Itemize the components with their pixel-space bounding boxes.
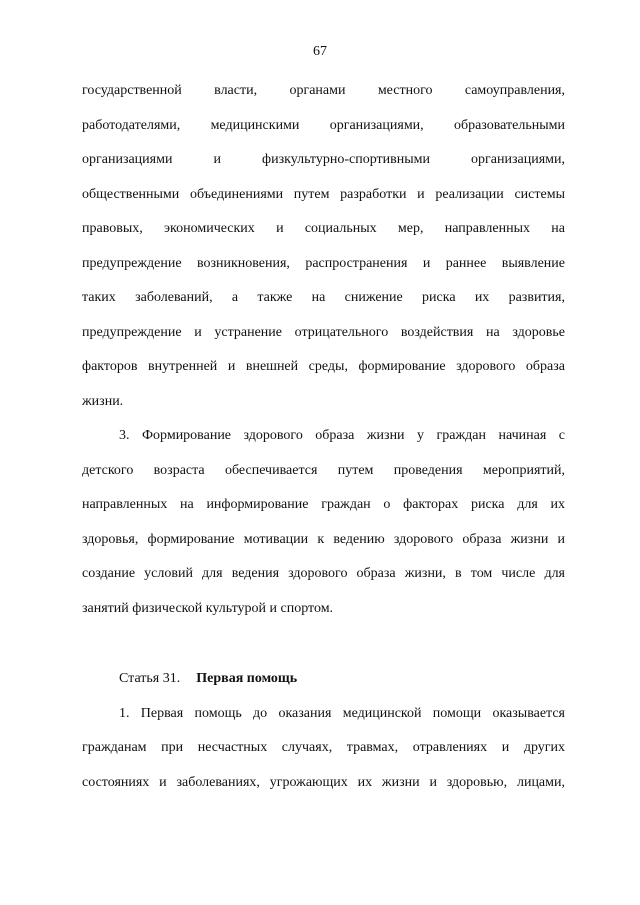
text-line: жизни.	[82, 394, 124, 409]
text-line: состояниях и заболеваниях, угрожающих их жизни и здоровью, лицами,	[82, 775, 565, 790]
text-line: занятий физической культурой и спортом.	[82, 601, 334, 616]
text-line: создание условий для ведения здорового образа жизни, в том числе для	[82, 566, 565, 581]
page-number: 67	[313, 44, 327, 59]
text-line: государственной власти, органами местного самоуправления,	[82, 83, 565, 98]
text-line: направленных на информирование граждан о факторах риска для их	[82, 497, 565, 512]
article-heading	[119, 671, 297, 687]
text-line: организациями и физкультурно-спортивными организациями,	[82, 152, 565, 167]
text-line: работодателями, медицинскими организациями, образовательными	[82, 118, 565, 133]
text-line: детского возраста обеспечивается путем проведения мероприятий,	[82, 463, 565, 478]
text-line: таких заболеваний, а также на снижение риска их развития,	[82, 290, 565, 305]
article-paragraph-1-first-line: 1. Первая помощь до оказания медицинской помощи оказывается	[119, 706, 565, 721]
text-line: правовых, экономических и социальных мер, направленных на	[82, 221, 565, 236]
text-line: факторов внутренней и внешней среды, формирование здорового образа	[82, 359, 565, 374]
text-line: предупреждение возникновения, распространения и раннее выявление	[82, 256, 565, 271]
article-label: Статья 31.	[119, 671, 181, 686]
text-line: предупреждение и устранение отрицательного воздействия на здоровье	[82, 325, 565, 340]
article-title: Первая помощь	[196, 671, 298, 686]
paragraph-3-first-line: 3. Формирование здорового образа жизни у граждан начиная с	[119, 428, 565, 443]
text-line: здоровья, формирование мотивации к ведению здорового образа жизни и	[82, 532, 565, 547]
text-line: общественными объединениями путем разработки и реализации системы	[82, 187, 565, 202]
text-line: гражданам при несчастных случаях, травмах, отравлениях и других	[82, 740, 565, 755]
